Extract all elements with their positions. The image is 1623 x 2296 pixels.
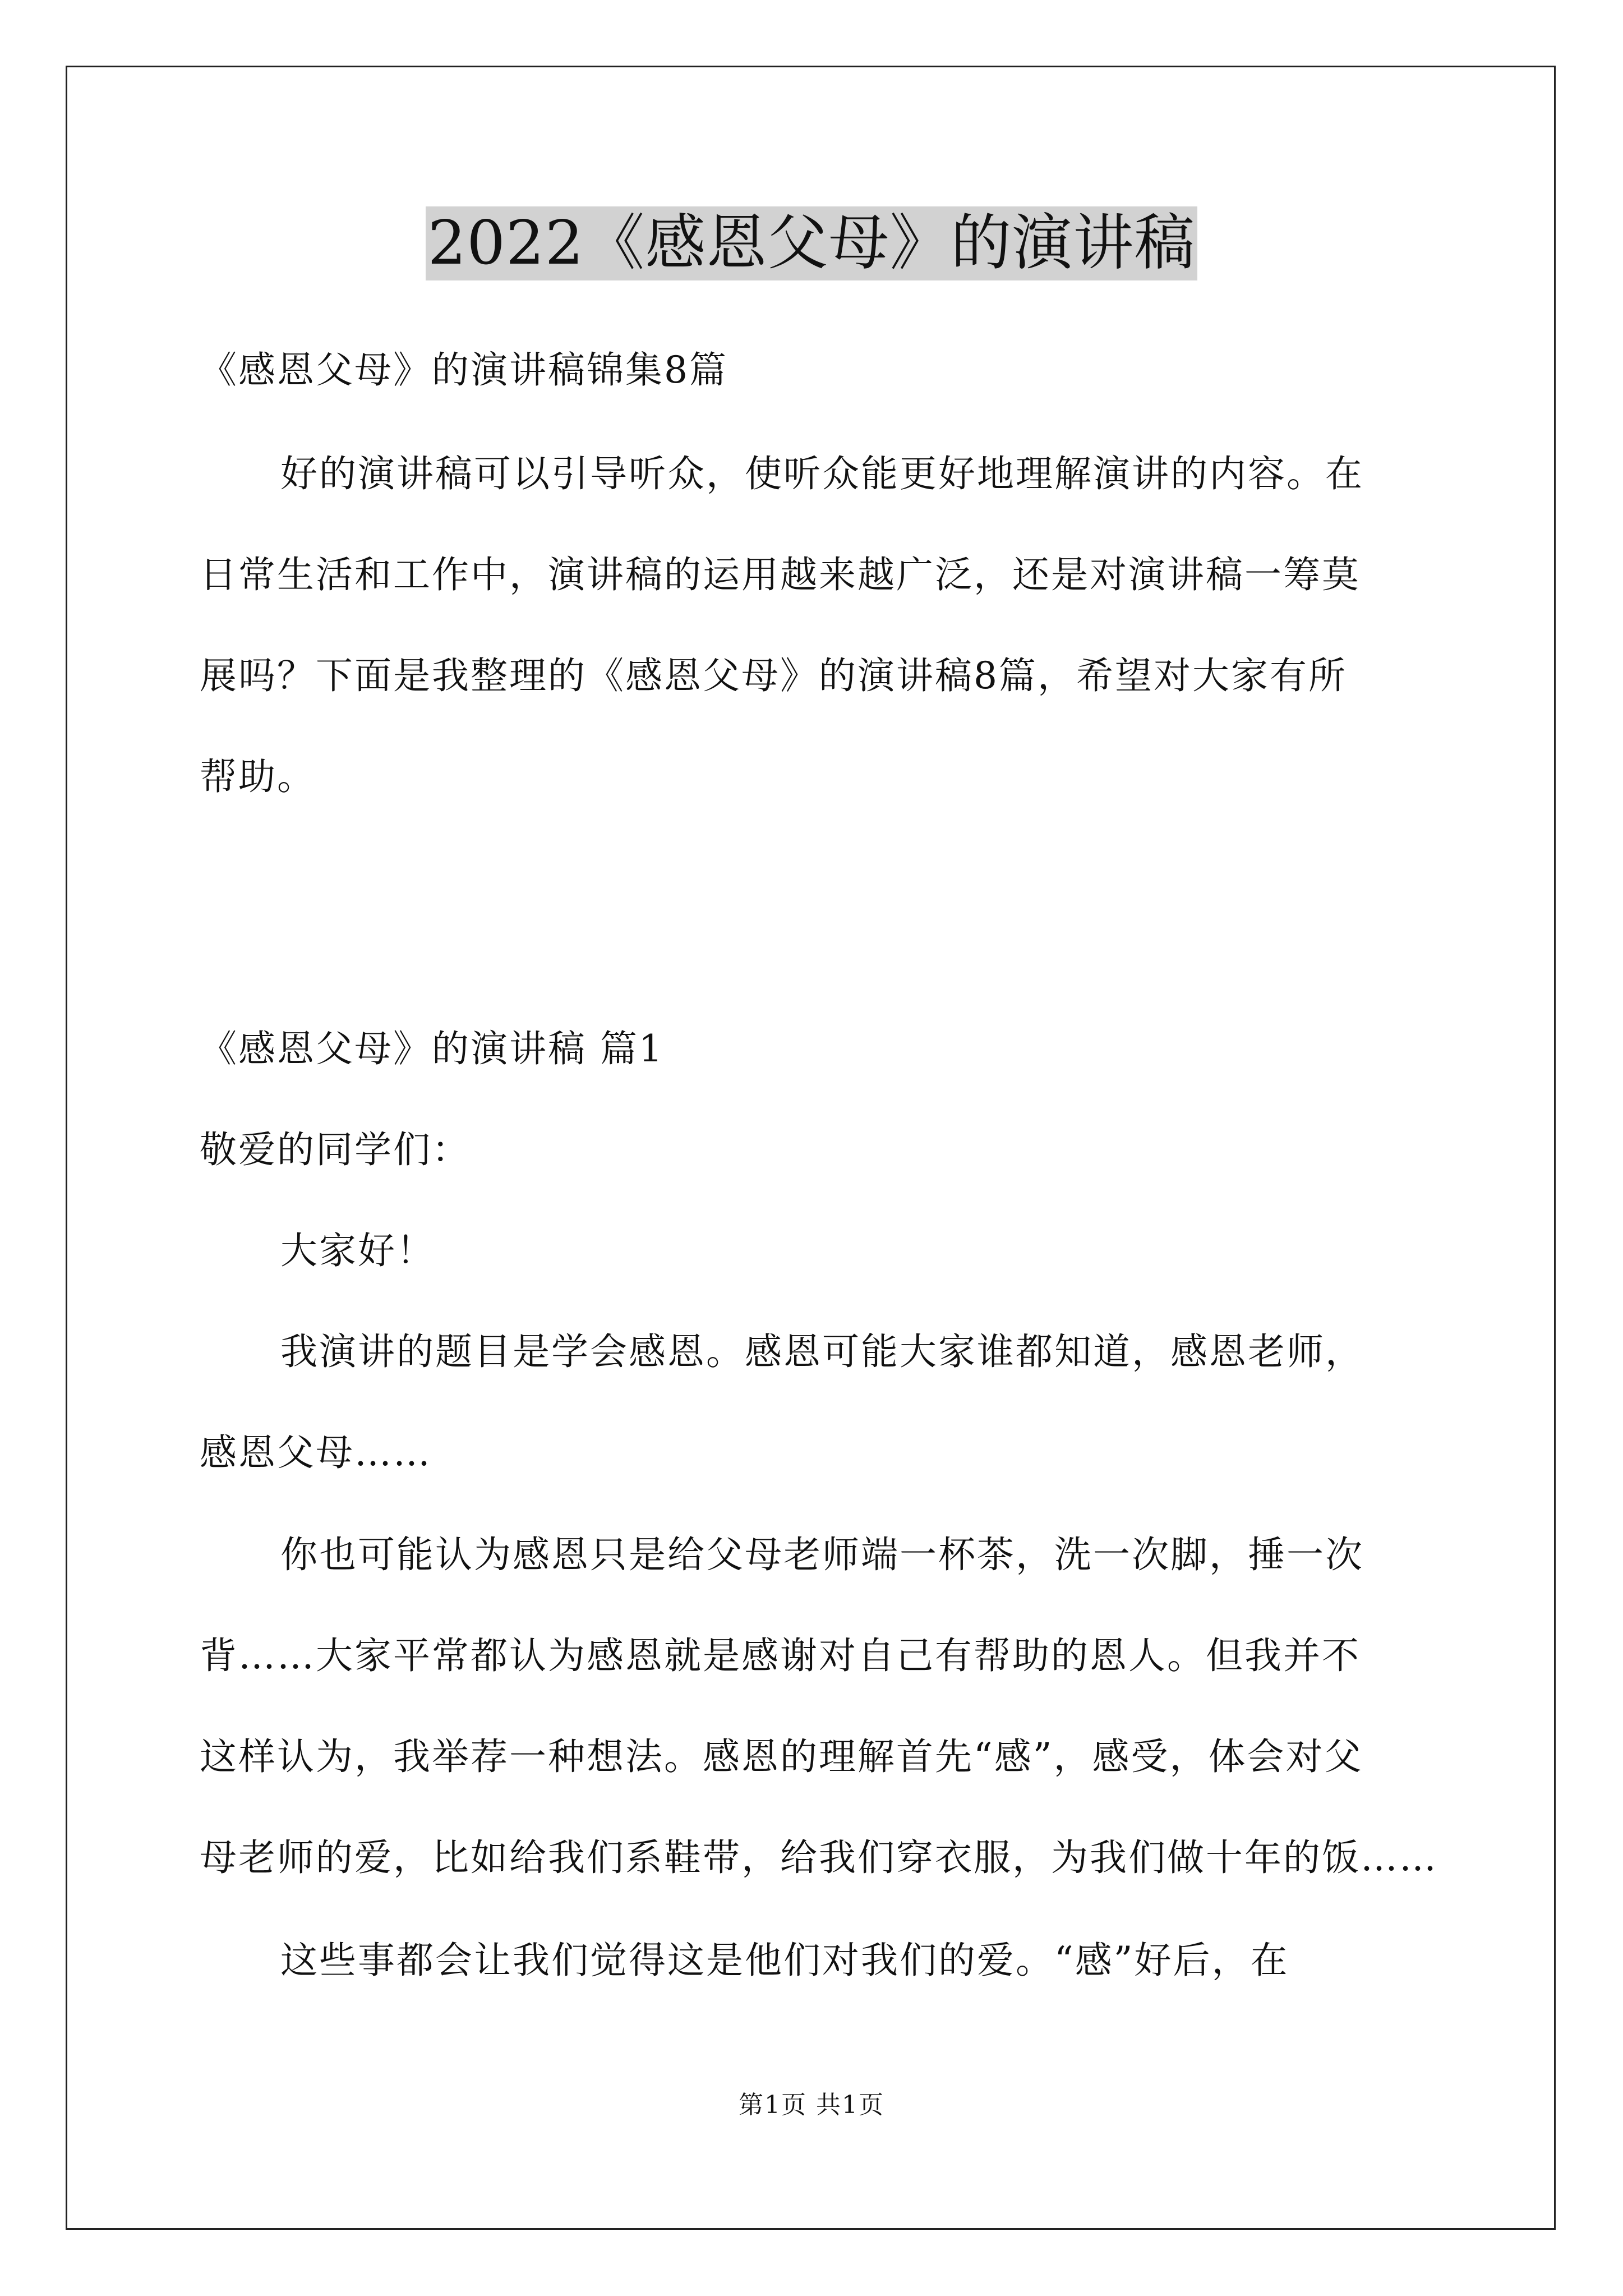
intro-line: 日常生活和工作中，演讲稿的运用越来越广泛，还是对演讲稿一筹莫 [200,553,1361,596]
paragraph-line: 母老师的爱，比如给我们系鞋带，给我们穿衣服，为我们做十年的饭…… [200,1836,1438,1879]
paragraph-line: 背……大家平常都认为感恩就是感谢对自己有帮助的恩人。但我并不 [200,1634,1361,1677]
paragraph-line: 我演讲的题目是学会感恩。感恩可能大家谁都知道，感恩老师， [280,1330,1364,1373]
paragraph-line: 这样认为，我举荐一种想法。感恩的理解首先“感”，感受，体会对父 [200,1735,1363,1778]
paragraph-line: 这些事都会让我们觉得这是他们对我们的爱。“感”好后，在 [280,1939,1289,1982]
page-footer: 第1页 共1页 [739,2091,884,2119]
intro-line: 帮助。 [200,755,316,798]
paragraph-line: 你也可能认为感恩只是给父母老师端一杯茶，洗一次脚，捶一次 [280,1533,1364,1576]
document-title: 2022《感恩父母》的演讲稿 [426,206,1198,280]
title-wrap [0,206,1623,280]
intro-line: 好的演讲稿可以引导听众，使听众能更好地理解演讲的内容。在 [280,452,1364,495]
greeting: 大家好！ [280,1229,435,1272]
salutation: 敬爱的同学们： [200,1128,471,1171]
collection-subtitle: 《感恩父母》的演讲稿锦集8篇 [200,348,728,392]
intro-line: 展吗？下面是我整理的《感恩父母》的演讲稿8篇，希望对大家有所 [200,654,1347,697]
paragraph-line: 感恩父母…… [200,1431,432,1474]
section-heading: 《感恩父母》的演讲稿 篇1 [200,1027,664,1070]
